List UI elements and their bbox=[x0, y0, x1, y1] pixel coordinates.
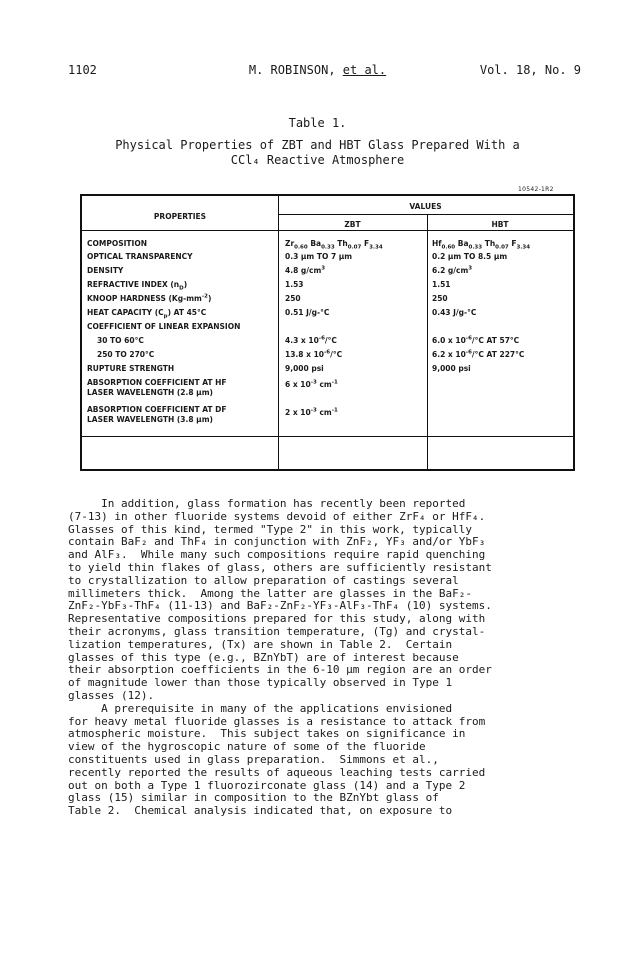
text-line: of magnitude lower than those typically observed in Type 1 bbox=[68, 676, 453, 690]
table-line-row bbox=[82, 436, 573, 437]
text-line: glasses (12). bbox=[68, 688, 155, 702]
table-caption-line: CCl₄ Reactive Atmosphere bbox=[230, 153, 405, 167]
prop-range-30-60: 30 TO 60°C bbox=[97, 336, 144, 345]
header-zbt: ZBT bbox=[344, 220, 361, 229]
prop-optical-transparency: OPTICAL TRANSPARENCY bbox=[87, 252, 193, 261]
hbt-heat-capacity: 0.43 J/g-°C bbox=[432, 308, 477, 317]
properties-table bbox=[80, 194, 575, 471]
text-line: contain BaF₂ and ThF₄ in conjunction with ZnF₂, YF₃ and/or YbF₃ bbox=[68, 535, 486, 549]
text-line: Glasses of this kind, termed "Type 2" in this work, typically bbox=[68, 522, 472, 536]
prop-refractive-index: REFRACTIVE INDEX $(n_D)$ bbox=[87, 280, 188, 292]
text-line: Representative compositions prepared for this study, along with bbox=[68, 612, 486, 626]
page-number: 1102 bbox=[68, 63, 97, 77]
hbt-rupture-strength: 9,000 psi bbox=[432, 364, 471, 373]
prop-absorption-hf: ABSORPTION COEFFICIENT AT HF bbox=[87, 378, 227, 387]
zbt-refractive-index: 1.53 bbox=[285, 280, 304, 289]
text-line: their acronyms, glass transition temperature, (Tg) and crystal- bbox=[68, 624, 486, 638]
text-line: Table 2. Chemical analysis indicated that, on exposure to bbox=[68, 804, 453, 818]
table-caption-line: Physical Properties of ZBT and HBT Glass Prepared With a bbox=[115, 138, 520, 152]
hbt-refractive-index: 1.51 bbox=[432, 280, 451, 289]
text-line: ZnF₂-YbF₃-ThF₄ (11-13) and BaF₂-ZnF₂-YF₃-AlF₃-ThF₄ (10) systems. bbox=[68, 599, 492, 613]
text-line: glass (15) similar in composition to the BZnYbt glass of bbox=[68, 791, 439, 805]
figure-id: 10542-1R2 bbox=[518, 186, 554, 193]
header-hbt: HBT bbox=[491, 220, 509, 229]
header-values: VALUES bbox=[409, 202, 442, 211]
zbt-rupture-strength: 9,000 psi bbox=[285, 364, 324, 373]
zbt-knoop-hardness: 250 bbox=[285, 294, 301, 303]
text-line: millimeters thick. Among the latter are glasses in the BaF₂- bbox=[68, 586, 472, 600]
prop-composition: COMPOSITION bbox=[87, 239, 147, 248]
author-name: M. ROBINSON, bbox=[248, 63, 336, 77]
zbt-composition: $Zr_{0.60}$ $Ba_{0.33}$ $Th_{0.07}$ $F_{3.34}$ bbox=[285, 239, 383, 251]
prop-absorption-hf-wavelength: LASER WAVELENGTH (2.8 µm) bbox=[87, 388, 213, 397]
author-etal: et al. bbox=[342, 63, 387, 77]
text-line: recently reported the results of aqueous leaching tests carried bbox=[68, 765, 486, 779]
prop-rupture-strength: RUPTURE STRENGTH bbox=[87, 364, 175, 373]
table-title: Table 1. bbox=[288, 116, 347, 130]
text-line: out on both a Type 1 fluorozirconate glass (14) and a Type 2 bbox=[68, 778, 466, 792]
text-line: In addition, glass formation has recently been reported bbox=[68, 497, 466, 510]
text-line: for heavy metal fluoride glasses is a resistance to attack from bbox=[68, 714, 486, 728]
text-line: lization temperatures, (Tx) are shown in Table 2. Certain bbox=[68, 637, 453, 651]
text-line: A prerequisite in many of the applications envisioned bbox=[68, 701, 453, 715]
zbt-absorption-hf: 6 x $10^{-3}$ $cm^{-1}$ bbox=[285, 379, 338, 389]
hbt-composition: $Hf_{0.60}$ $Ba_{0.33}$ $Th_{0.07}$ $F_{3.34}$ bbox=[432, 239, 531, 251]
zbt-density: 4.8 $g/cm^3$ bbox=[285, 265, 326, 275]
text-line: to crystallization to allow preparation of castings several bbox=[68, 573, 459, 587]
body-text bbox=[68, 498, 588, 818]
hbt-density: 6.2 $g/cm^3$ bbox=[432, 265, 473, 275]
zbt-expansion-250-270: 13.8 x $10^{-6}/^\circ C$ bbox=[285, 349, 343, 359]
prop-range-250-270: 250 TO 270°C bbox=[97, 350, 155, 359]
text-line: to yield thin flakes of glass, others are sufficiently resistant bbox=[68, 560, 492, 574]
table-divider-props bbox=[278, 196, 279, 469]
text-line: their absorption coefficients in the 6-10 µm region are an order bbox=[68, 663, 492, 677]
hbt-knoop-hardness: 250 bbox=[432, 294, 448, 303]
text-line: constituents used in glass preparation. Simmons et al., bbox=[68, 752, 439, 766]
volume-issue: Vol. 18, No. 9 bbox=[479, 63, 581, 77]
prop-density: DENSITY bbox=[87, 266, 124, 275]
header-properties: PROPERTIES bbox=[153, 212, 207, 221]
table-divider-values bbox=[427, 214, 428, 469]
prop-knoop-hardness: KNOOP HARDNESS $(Kg-mm^{-2})$ bbox=[87, 293, 212, 303]
text-line: glasses of this type (e.g., BZnYbT) are of interest because bbox=[68, 650, 459, 664]
zbt-absorption-df: 2 x $10^{-3}$ $cm^{-1}$ bbox=[285, 407, 338, 417]
prop-absorption-df: ABSORPTION COEFFICIENT AT DF bbox=[87, 405, 227, 414]
text-line: atmospheric moisture. This subject takes on significance in bbox=[68, 727, 466, 741]
prop-linear-expansion: COEFFICIENT OF LINEAR EXPANSION bbox=[87, 322, 241, 331]
zbt-optical-transparency: 0.3 µm TO 7 µm bbox=[285, 252, 353, 261]
zbt-heat-capacity: 0.51 J/g-°C bbox=[285, 308, 330, 317]
hbt-optical-transparency: 0.2 µm TO 8.5 µm bbox=[432, 252, 508, 261]
hbt-expansion-227: 6.2 x $10^{-6}/^\circ C$ AT 227°C bbox=[432, 349, 525, 359]
prop-absorption-df-wavelength: LASER WAVELENGTH (3.8 µm) bbox=[87, 415, 213, 424]
text-line: (7-13) in other fluoride systems devoid of either ZrF₄ or HfF₄. bbox=[68, 509, 486, 523]
prop-heat-capacity: HEAT CAPACITY $(C_p)$ AT 45°C bbox=[87, 308, 207, 320]
table-caption bbox=[40, 138, 595, 168]
text-line: view of the hygroscopic nature of some of the fluoride bbox=[68, 740, 426, 754]
hbt-expansion-57: 6.0 x $10^{-6}/^\circ C$ AT 57°C bbox=[432, 335, 520, 345]
zbt-expansion-30-60: 4.3 x $10^{-6}/^\circ C$ bbox=[285, 335, 337, 345]
table-line-header bbox=[82, 230, 573, 231]
text-line: and AlF₃. While many such compositions require rapid quenching bbox=[68, 548, 486, 562]
table-line-values bbox=[278, 214, 573, 215]
